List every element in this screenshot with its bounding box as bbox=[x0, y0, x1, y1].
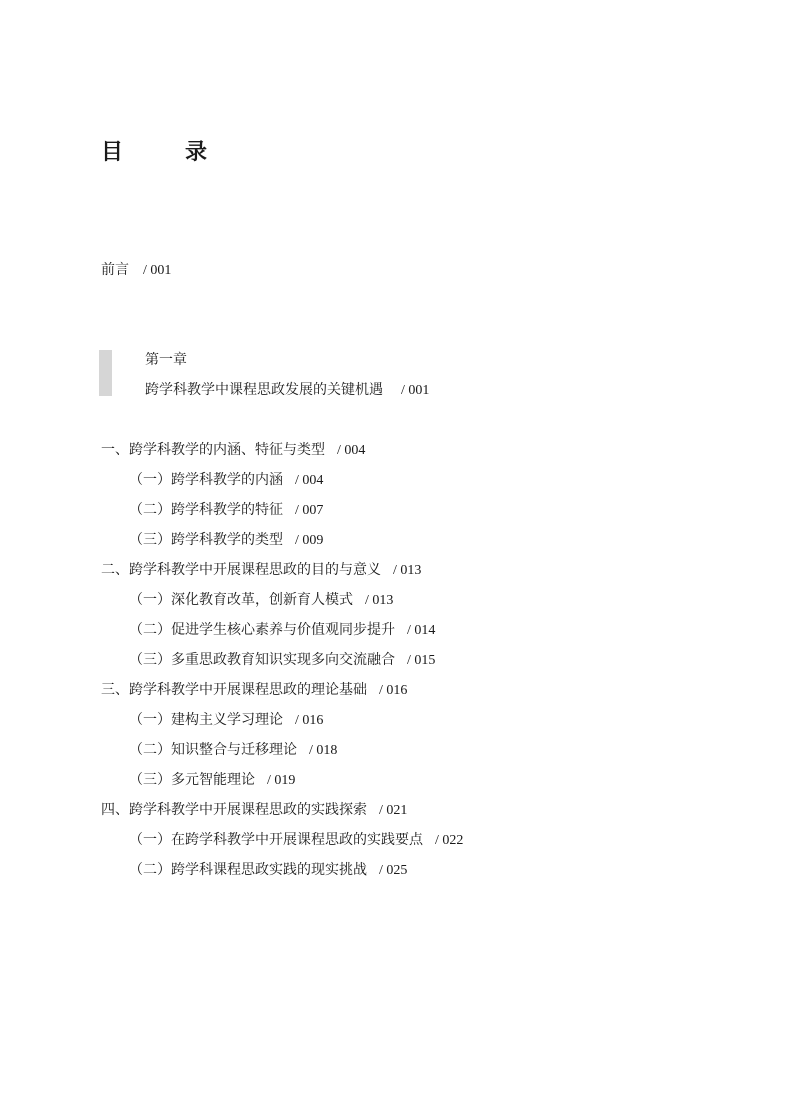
toc-entry-text: （三）多元智能理论 bbox=[129, 772, 255, 788]
toc-entry-text: （一）在跨学科教学中开展课程思政的实践要点 bbox=[129, 832, 423, 848]
toc-entry-text: 二、跨学科教学中开展课程思政的目的与意义 bbox=[101, 562, 381, 578]
toc-entry-page: / 013 bbox=[393, 563, 422, 578]
page-title: 目 录 bbox=[101, 140, 228, 165]
toc-entry-text: 三、跨学科教学中开展课程思政的理论基础 bbox=[101, 682, 367, 698]
toc-entry-text: （一）跨学科教学的内涵 bbox=[129, 472, 283, 488]
toc-entry-page: / 015 bbox=[407, 653, 436, 668]
toc-entry-page: / 013 bbox=[365, 593, 394, 608]
chapter-page-number: / 001 bbox=[401, 383, 430, 398]
toc-entry-page: / 004 bbox=[337, 443, 366, 458]
preface-page-number: / 001 bbox=[143, 263, 172, 278]
toc-entry-page: / 016 bbox=[379, 683, 408, 698]
toc-entry-text: （三）跨学科教学的类型 bbox=[129, 532, 283, 548]
toc-entry-page: / 007 bbox=[295, 503, 324, 518]
preface-label: 前言 bbox=[101, 262, 129, 278]
toc-entry-page: / 025 bbox=[379, 863, 408, 878]
toc-entry-text: （三）多重思政教育知识实现多向交流融合 bbox=[129, 652, 395, 668]
toc-subsection-4-1[interactable] bbox=[101, 830, 741, 860]
toc-entry-text: （二）促进学生核心素养与价值观同步提升 bbox=[129, 622, 395, 638]
toc-entry-text: （二）知识整合与迁移理论 bbox=[129, 742, 297, 758]
toc-entry-page: / 004 bbox=[295, 473, 324, 488]
toc-subsection-2-3[interactable] bbox=[101, 650, 741, 680]
toc-entry-page: / 019 bbox=[267, 773, 296, 788]
toc-entry-page: / 021 bbox=[379, 803, 408, 818]
toc-subsection-1-3[interactable] bbox=[101, 530, 741, 560]
toc-entry-page: / 009 bbox=[295, 533, 324, 548]
toc-section-4[interactable] bbox=[101, 800, 741, 830]
chapter-title: 跨学科教学中课程思政发展的关键机遇 bbox=[145, 382, 383, 398]
chapter-marker-bar bbox=[99, 350, 112, 396]
chapter-title-entry[interactable] bbox=[145, 380, 429, 401]
toc-subsection-3-2[interactable] bbox=[101, 740, 741, 770]
toc-section-1[interactable] bbox=[101, 440, 741, 470]
toc-subsection-2-2[interactable] bbox=[101, 620, 741, 650]
toc-section-3[interactable] bbox=[101, 680, 741, 710]
toc-subsection-3-1[interactable] bbox=[101, 710, 741, 740]
toc-entry-text: 一、跨学科教学的内涵、特征与类型 bbox=[101, 442, 325, 458]
toc-subsection-3-3[interactable] bbox=[101, 770, 741, 800]
toc-entry-page: / 018 bbox=[309, 743, 338, 758]
toc-entry-text: 四、跨学科教学中开展课程思政的实践探索 bbox=[101, 802, 367, 818]
toc-subsection-2-1[interactable] bbox=[101, 590, 741, 620]
toc-entry-text: （二）跨学科课程思政实践的现实挑战 bbox=[129, 862, 367, 878]
toc-subsection-4-2[interactable] bbox=[101, 860, 741, 890]
toc-entry-preface[interactable] bbox=[101, 260, 171, 281]
toc-list bbox=[101, 440, 741, 890]
toc-entry-page: / 014 bbox=[407, 623, 436, 638]
toc-subsection-1-2[interactable] bbox=[101, 500, 741, 530]
toc-section-2[interactable] bbox=[101, 560, 741, 590]
toc-entry-text: （一）建构主义学习理论 bbox=[129, 712, 283, 728]
toc-subsection-1-1[interactable] bbox=[101, 470, 741, 500]
chapter-number: 第一章 bbox=[145, 352, 187, 368]
toc-entry-page: / 022 bbox=[435, 833, 464, 848]
toc-entry-text: （二）跨学科教学的特征 bbox=[129, 502, 283, 518]
toc-entry-text: （一）深化教育改革，创新育人模式 bbox=[129, 592, 353, 608]
toc-entry-page: / 016 bbox=[295, 713, 324, 728]
